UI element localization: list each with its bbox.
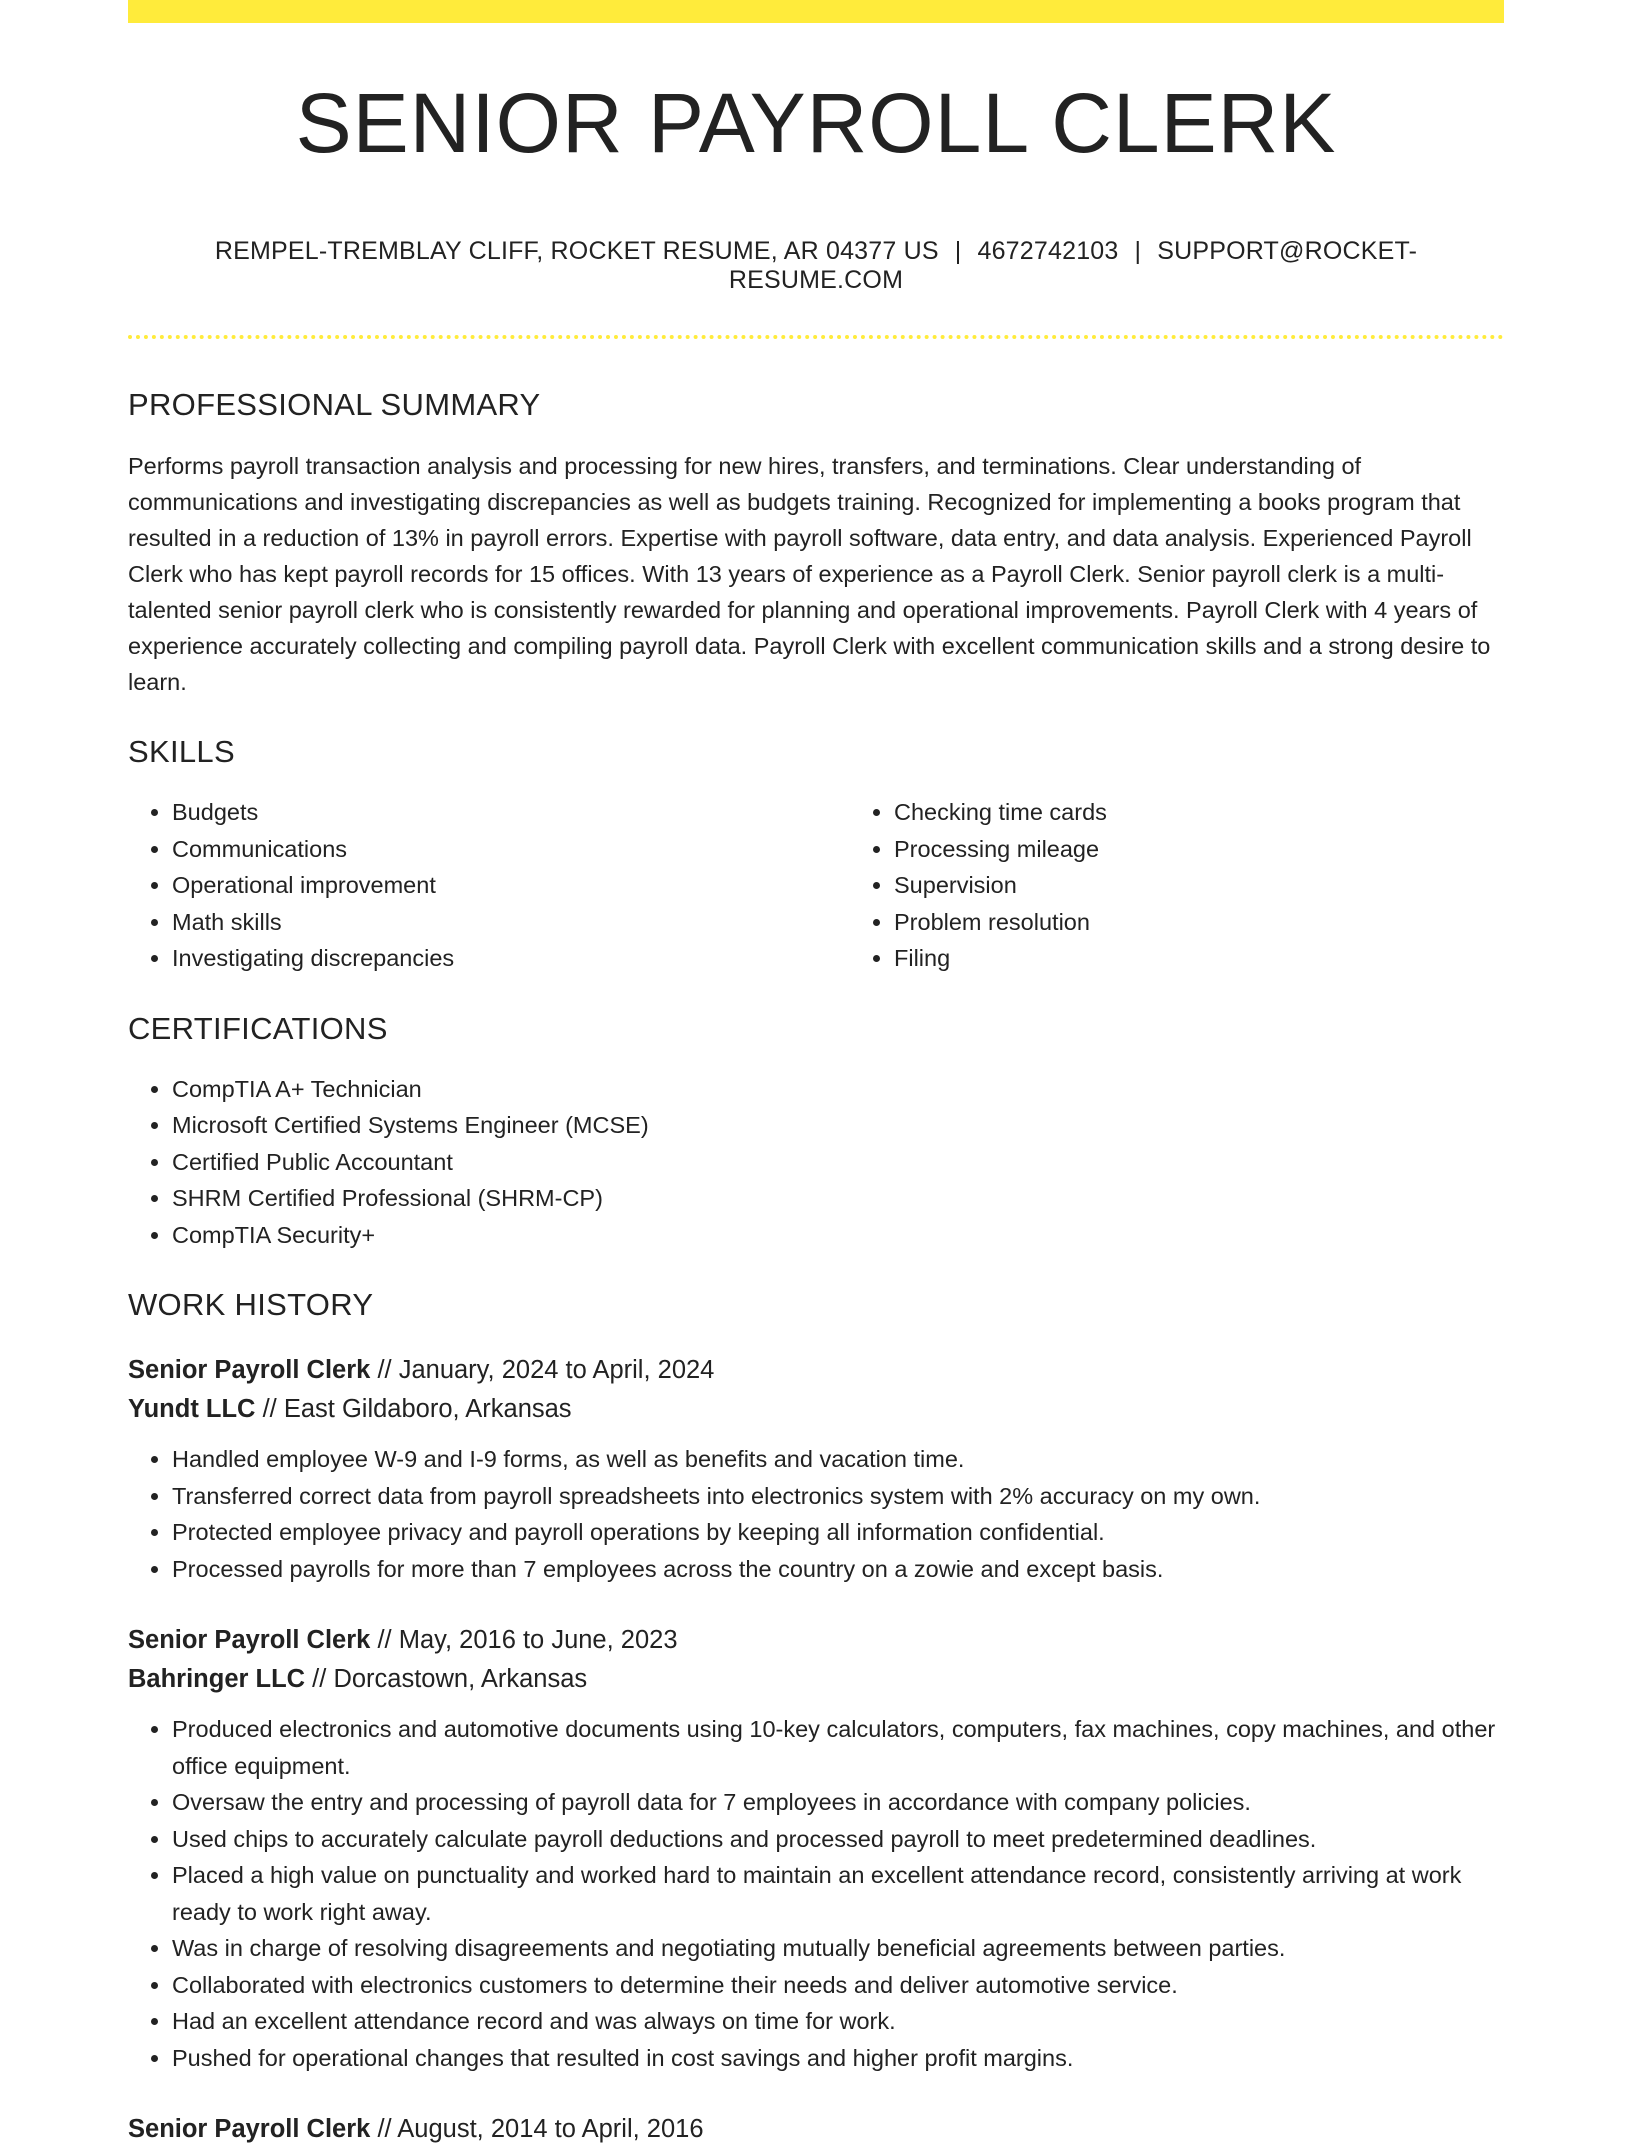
certification-item: • SHRM Certified Professional (SHRM-CP) [172, 1180, 1504, 1217]
job-separator: // [255, 1395, 284, 1423]
contact-line [128, 237, 1504, 295]
job-separator: // [370, 1356, 399, 1384]
skill-item: • Supervision [894, 867, 1572, 904]
skills-heading: SKILLS [128, 734, 235, 769]
job-entry [128, 2110, 1504, 2149]
job-separator: // [305, 1665, 334, 1693]
skill-item: • Investigating discrepancies [172, 940, 850, 977]
skill-item: • Budgets [172, 794, 850, 831]
job-entry [128, 1351, 1504, 1587]
contact-email: SUPPORT@ROCKET-RESUME.COM [728, 237, 1418, 294]
skill-item: • Processing mileage [894, 831, 1572, 868]
job-bullet: • Transferred correct data from payroll spreadsheets into electronics system with 2% accuracy on my own. [172, 1478, 1504, 1515]
summary-heading: PROFESSIONAL SUMMARY [128, 387, 541, 422]
job-bullet: • Pushed for operational changes that resulted in cost savings and higher profit margins. [172, 2040, 1504, 2077]
skills-list-left [128, 794, 850, 977]
contact-separator: | [954, 237, 962, 265]
certification-item: • CompTIA Security+ [172, 1217, 1504, 1254]
resume-title: SENIOR PAYROLL CLERK [295, 76, 1337, 170]
skill-item: • Math skills [172, 904, 850, 941]
job-title-line [128, 1621, 1504, 1660]
certification-item: • Certified Public Accountant [172, 1144, 1504, 1181]
job-separator: // [370, 1626, 399, 1654]
job-title: Senior Payroll Clerk [128, 2115, 371, 2143]
resume-page [128, 0, 1504, 2149]
job-location: Dorcastown, Arkansas [333, 1665, 588, 1693]
job-company-line [128, 1660, 1504, 1699]
summary-text: Performs payroll transaction analysis and processing for new hires, transfers, and terminations. Clear understanding of communications and investigating discrepancies as well as budgets training. Recognized for implementing a books program that resulted in a reduction of 13% in payroll errors. Expertise with payroll software, data entry, and data analysis. Experienced Payroll Clerk who has kept payroll records for 15 offices. With 13 years of experience as a Payroll Clerk. Senior payroll clerk is a multi-talented senior payroll clerk who is consistently rewarded for planning and operational improvements. Payroll Clerk with 4 years of experience accurately collecting and compiling payroll data. Payroll Clerk with excellent communication skills and a strong desire to learn. [128, 453, 1491, 695]
contact-address: REMPEL-TREMBLAY CLIFF, ROCKET RESUME, AR 04377 US [214, 237, 939, 265]
accent-bar [128, 0, 1504, 23]
job-separator: // [370, 2115, 398, 2143]
job-title: Senior Payroll Clerk [128, 1626, 371, 1654]
job-bullet: • Oversaw the entry and processing of payroll data for 7 employees in accordance with company policies. [172, 1784, 1504, 1821]
job-bullet: • Protected employee privacy and payroll operations by keeping all information confidential. [172, 1514, 1504, 1551]
job-bullet: • Processed payrolls for more than 7 employees across the country on a zowie and except basis. [172, 1551, 1504, 1588]
job-dates: May, 2016 to June, 2023 [398, 1626, 678, 1654]
job-bullet: • Was in charge of resolving disagreements and negotiating mutually beneficial agreements between parties. [172, 1930, 1504, 1967]
job-bullet: • Collaborated with electronics customers to determine their needs and deliver automotive service. [172, 1967, 1504, 2004]
job-dates: January, 2024 to April, 2024 [398, 1356, 715, 1384]
job-dates: August, 2014 to April, 2016 [397, 2115, 704, 2143]
job-title: Senior Payroll Clerk [128, 1356, 371, 1384]
job-company: Bahringer LLC [128, 1665, 306, 1693]
skills-columns [128, 794, 1504, 977]
job-company-line [128, 1390, 1504, 1429]
job-bullet: • Used chips to accurately calculate payroll deductions and processed payroll to meet predetermined deadlines. [172, 1821, 1504, 1858]
job-title-line [128, 1351, 1504, 1390]
job-bullet: • Placed a high value on punctuality and worked hard to maintain an excellent attendance record, consistently arriving at work ready to work right away. [172, 1857, 1504, 1930]
job-title-line [128, 2110, 1504, 2149]
job-location: East Gildaboro, Arkansas [283, 1395, 572, 1423]
skill-item: • Operational improvement [172, 867, 850, 904]
skills-list-right [850, 794, 1572, 977]
job-entry [128, 1621, 1504, 2076]
job-bullets [128, 1711, 1504, 2076]
skill-item: • Checking time cards [894, 794, 1572, 831]
job-bullets [128, 1441, 1504, 1587]
job-bullet: • Produced electronics and automotive documents using 10-key calculators, computers, fax machines, copy machines, and other office equipment. [172, 1711, 1504, 1784]
header-divider [128, 335, 1504, 339]
job-company: Yundt LLC [128, 1395, 256, 1423]
work-history-heading: WORK HISTORY [128, 1287, 374, 1322]
certification-item: • Microsoft Certified Systems Engineer (MCSE) [172, 1107, 1504, 1144]
contact-separator: | [1134, 237, 1142, 265]
job-bullet: • Had an excellent attendance record and was always on time for work. [172, 2003, 1504, 2040]
skill-item: • Filing [894, 940, 1572, 977]
certifications-heading: CERTIFICATIONS [128, 1010, 388, 1046]
job-bullet: • Handled employee W-9 and I-9 forms, as well as benefits and vacation time. [172, 1441, 1504, 1478]
certifications-list [128, 1071, 1504, 1254]
skill-item: • Communications [172, 831, 850, 868]
certification-item: • CompTIA A+ Technician [172, 1071, 1504, 1108]
skill-item: • Problem resolution [894, 904, 1572, 941]
contact-phone: 4672742103 [977, 237, 1119, 265]
